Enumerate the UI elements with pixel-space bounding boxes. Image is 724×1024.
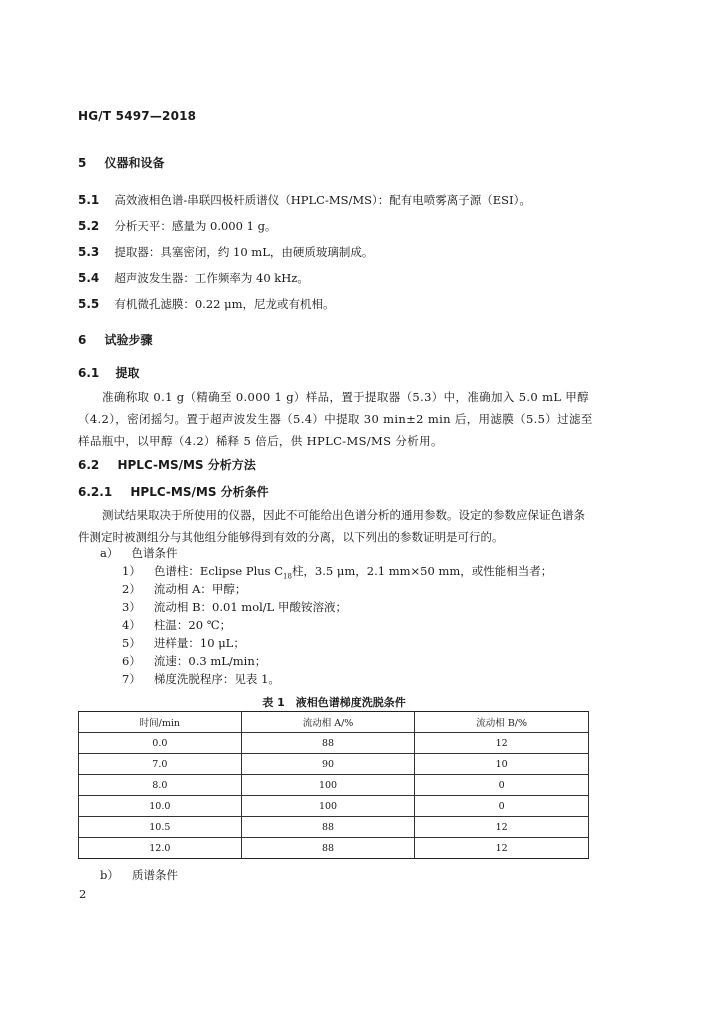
table-cell: 100 [241, 775, 415, 796]
table-cell: 10 [415, 754, 589, 775]
section-title: 试验步骤 [104, 333, 153, 347]
table-cell: 10.5 [79, 817, 242, 838]
clause-number: 5.4 [78, 271, 100, 285]
table-cell: 12.0 [79, 838, 242, 859]
clause-6-1-paragraph: 准确称取 0.1 g（精确至 0.000 1 g）样品，置于提取器（5.3）中，准确加入 5.0 mL 甲醇（4.2），密闭摇匀。置于超声波发生器（5.4）中提取 30 min±2 min 后，用滤膜（5.5）过滤至样品瓶中，以甲醇（4.2）稀释 5 倍后，供 HPLC-MS/MS 分析用。 [78, 390, 593, 448]
clause-title: 提取 [115, 366, 140, 380]
clause-number: 6.1 [78, 366, 100, 380]
table-caption: 表 1 液相色谱梯度洗脱条件 [262, 696, 406, 709]
table-cell: 12 [415, 817, 589, 838]
sublist-text: 柱温：20 ℃； [153, 618, 232, 632]
sublist-number: 2） [122, 582, 141, 596]
page-number: 2 [79, 887, 87, 901]
standard-number: HG/T 5497—2018 [78, 109, 197, 123]
table-row [79, 754, 589, 775]
clause-5-1 [78, 189, 531, 211]
table-cell: 0 [415, 775, 589, 796]
clause-6-2-heading [78, 456, 256, 473]
sublist-text: 流动相 B：0.01 mol/L 甲酸铵溶液； [153, 600, 347, 614]
sublist-number: 7） [122, 672, 141, 686]
sublist-text: 流动相 A：甲醇； [153, 582, 247, 596]
clause-6-2-1-heading [78, 483, 269, 500]
list-label: a） [100, 546, 119, 560]
sublist-text [153, 564, 553, 581]
table-row [79, 838, 589, 859]
subscript: 18 [283, 572, 292, 581]
clause-5-2 [78, 215, 276, 237]
header-cell: 流动相 B/% [415, 712, 589, 733]
list-item-b [100, 864, 178, 886]
table-cell: 7.0 [79, 754, 242, 775]
clause-5-3 [78, 241, 373, 263]
sublist-number: 5） [122, 636, 141, 650]
table-cell: 88 [241, 733, 415, 754]
sublist-text: 流速：0.3 mL/min； [153, 654, 267, 668]
clause-6-2-1-paragraph: 测试结果取决于所使用的仪器，因此不可能给出色谱分析的通用参数。设定的参数应保证色谱条件测定时被测组分与其他组分能够得到有效的分离，以下列出的参数证明是可行的。 [78, 508, 585, 544]
sublist-text: 进样量：10 μL； [153, 636, 245, 650]
table-cell: 10.0 [79, 796, 242, 817]
clause-number: 5.3 [78, 245, 100, 259]
section-number: 6 [78, 333, 87, 347]
clause-text: 分析天平：感量为 0.000 1 g。 [114, 219, 277, 233]
clause-number: 6.2 [78, 458, 100, 472]
table-row [79, 733, 589, 754]
table-row [79, 775, 589, 796]
table-cell: 0.0 [79, 733, 242, 754]
table-cell: 88 [241, 838, 415, 859]
sublist-item-7 [122, 668, 280, 690]
clause-number: 5.1 [78, 193, 100, 207]
table-cell: 12 [415, 838, 589, 859]
column-label: 色谱柱：Eclipse Plus C [153, 564, 284, 578]
clause-text: 超声波发生器：工作频率为 40 kHz。 [114, 271, 309, 285]
sublist-number: 3） [122, 600, 141, 614]
list-title: 色谱条件 [131, 546, 178, 560]
table-cell: 88 [241, 817, 415, 838]
clause-number: 5.5 [78, 297, 100, 311]
section-6-heading [78, 331, 153, 348]
clause-number: 5.2 [78, 219, 100, 233]
sublist-text: 梯度洗脱程序：见表 1。 [153, 672, 280, 686]
table-row [79, 817, 589, 838]
sublist-number: 6） [122, 654, 141, 668]
clause-text: 高效液相色谱-串联四极杆质谱仪（HPLC-MS/MS）：配有电喷雾离子源（ESI）。 [114, 193, 531, 207]
sublist-number: 4） [122, 618, 141, 632]
clause-number: 6.2.1 [78, 485, 113, 499]
clause-6-1-heading [78, 364, 139, 381]
sublist-number: 1） [122, 564, 141, 578]
header-cell: 时间/min [79, 712, 242, 733]
table-cell: 8.0 [79, 775, 242, 796]
list-title: 质谱条件 [131, 868, 178, 882]
clause-title: HPLC-MS/MS 分析条件 [130, 485, 269, 499]
table-row [79, 796, 589, 817]
header-cell: 流动相 A/% [241, 712, 415, 733]
table-cell: 0 [415, 796, 589, 817]
table-header-row [79, 712, 589, 733]
clause-text: 有机微孔滤膜：0.22 μm，尼龙或有机相。 [114, 297, 335, 311]
clause-5-4 [78, 267, 309, 289]
clause-text: 提取器：具塞密闭，约 10 mL，由硬质玻璃制成。 [114, 245, 374, 259]
table-cell: 12 [415, 733, 589, 754]
table-cell: 100 [241, 796, 415, 817]
table-cell: 90 [241, 754, 415, 775]
section-title: 仪器和设备 [104, 156, 165, 170]
list-label: b） [100, 868, 119, 882]
clause-5-5 [78, 293, 335, 315]
section-number: 5 [78, 156, 87, 170]
gradient-table [78, 711, 589, 859]
section-5-heading [78, 154, 165, 171]
clause-title: HPLC-MS/MS 分析方法 [117, 458, 256, 472]
column-spec: 柱，3.5 μm，2.1 mm×50 mm，或性能相当者； [291, 564, 553, 578]
